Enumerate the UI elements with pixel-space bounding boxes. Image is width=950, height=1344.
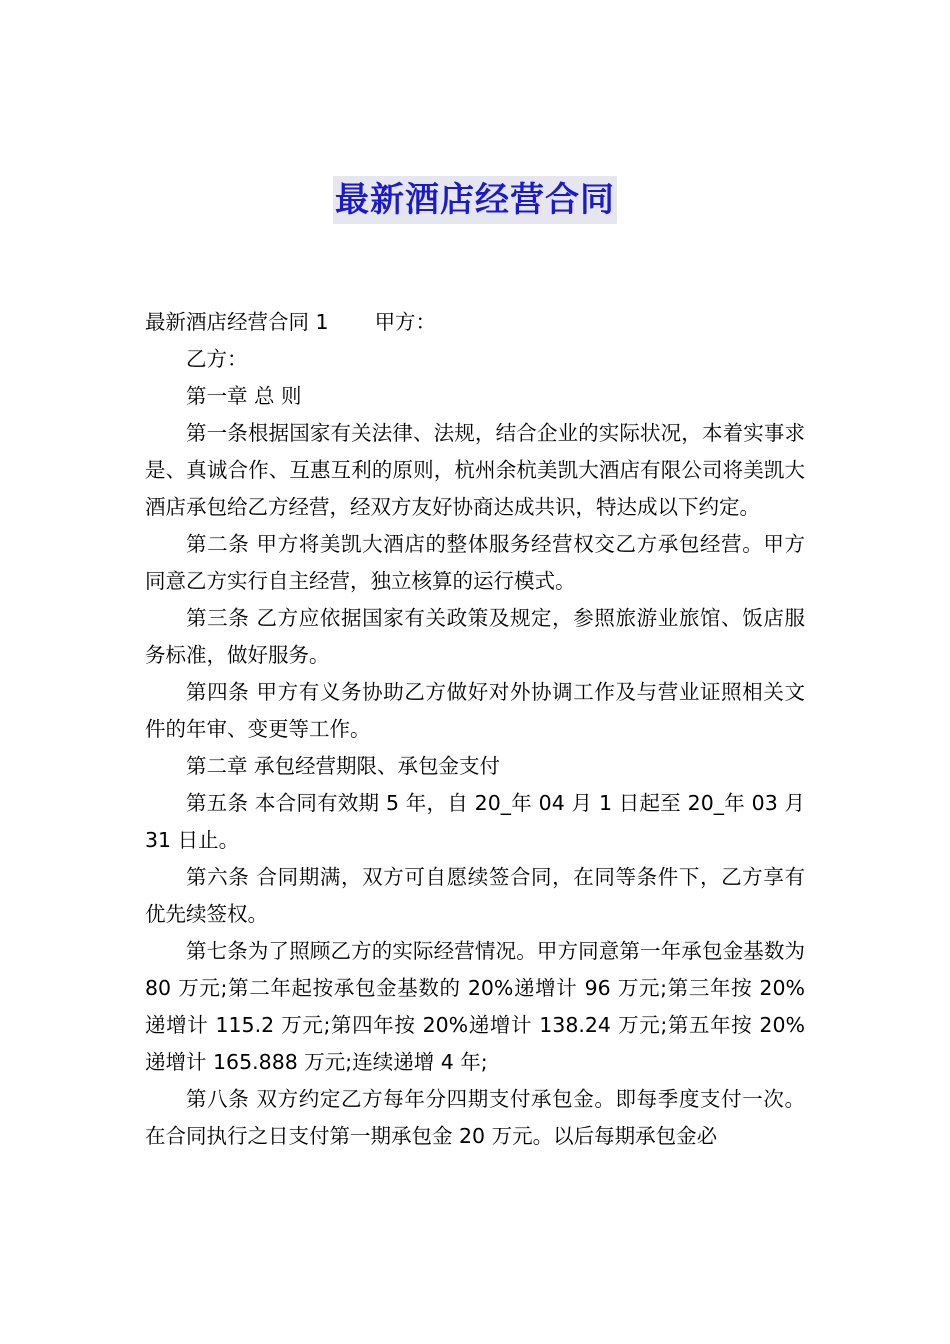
chapter-heading: 第二章 承包经营期限、承包金支付 [186, 754, 501, 778]
article-paragraph: 第二条 甲方将美凯大酒店的整体服务经营权交乙方承包经营。甲方同意乙方实行自主经营，独立核算的运行模式。 [145, 532, 805, 593]
party-a-label: 甲方： [374, 310, 437, 334]
article-paragraph: 第五条 本合同有效期 5 年，自 20_年 04 月 1 日起至 20_年 03 月 31 日止。 [145, 791, 805, 852]
chapter-heading: 第一章 总 则 [186, 384, 302, 408]
document-title: 最新酒店经营合同 [333, 176, 617, 224]
first-line [145, 304, 805, 341]
party-b-label: 乙方： [186, 347, 248, 371]
article-paragraph: 第一条根据国家有关法律、法规，结合企业的实际状况，本着实事求是、真诚合作、互惠互利的原则，杭州余杭美凯大酒店有限公司将美凯大酒店承包给乙方经营，经双方友好协商达成共识，特达成以下约定。 [145, 421, 805, 519]
document-body [145, 304, 805, 1155]
article-paragraph: 第八条 双方约定乙方每年分四期支付承包金。即每季度支付一次。在合同执行之日支付第一期承包金 20 万元。以后每期承包金必 [145, 1087, 805, 1148]
contract-heading: 最新酒店经营合同 1 [145, 310, 329, 334]
article-paragraph: 第六条 合同期满，双方可自愿续签合同，在同等条件下，乙方享有优先续签权。 [145, 865, 805, 926]
article-paragraph: 第四条 甲方有义务协助乙方做好对外协调工作及与营业证照相关文件的年审、变更等工作。 [145, 680, 805, 741]
article-paragraph: 第七条为了照顾乙方的实际经营情况。甲方同意第一年承包金基数为 80 万元;第二年起按承包金基数的 20%递增计 96 万元;第三年按 20%递增计 115.2 万元;第四年按 20%递增计 138.24 万元;第五年按 20%递增计 165.888 万元;连续递增 4 年; [145, 939, 805, 1074]
title-container [0, 176, 950, 224]
article-paragraph: 第三条 乙方应依据国家有关政策及规定，参照旅游业旅馆、饭店服务标准，做好服务。 [145, 606, 805, 667]
